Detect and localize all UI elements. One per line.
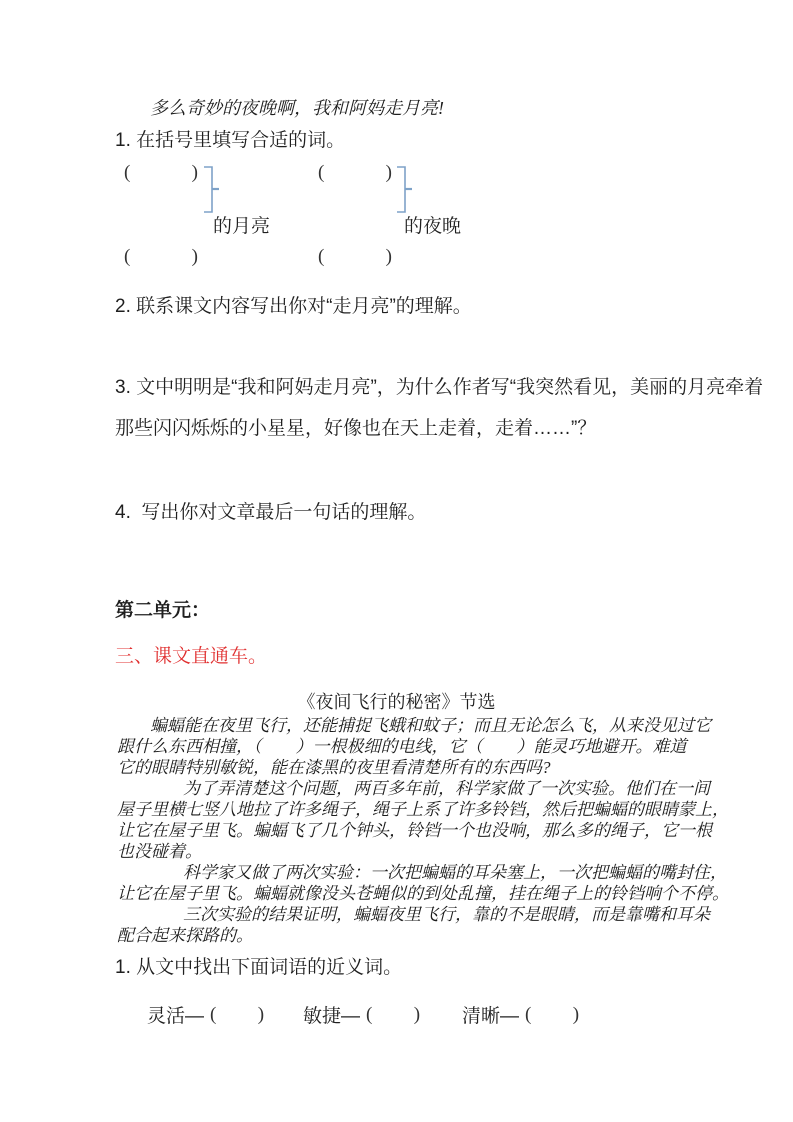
paren-open: (	[525, 1003, 532, 1025]
question-3-line2: 那些闪闪烁烁的小星星，好像也在天上走着，走着……”？	[115, 418, 597, 439]
passage-line: 配合起来探路的。	[117, 926, 253, 945]
question-2: 2. 联系课文内容写出你对“走月亮”的理解。	[115, 296, 472, 317]
passage-line: 它的眼睛特别敏锐，能在漆黑的夜里看清楚所有的东西吗?	[117, 758, 551, 777]
paren-close: )	[385, 246, 392, 267]
unit-heading: 第二单元：	[115, 600, 211, 621]
passage-line: 也没碰着。	[117, 842, 202, 861]
question-3-line1: 3. 文中明明是“我和阿妈走月亮”，为什么作者写“我突然看见，美丽的月亮牵着	[115, 377, 764, 398]
passage-line: 跟什么东西相撞，（ ）一根极细的电线，它（ ）能灵巧地避开。难道	[117, 737, 687, 756]
paren-open: (	[366, 1003, 373, 1025]
question-1: 1. 在括号里填写合适的词。	[115, 130, 346, 151]
passage-line: 屋子里横七竖八地拉了许多绳子，绳子上系了许多铃铛，然后把蝙蝠的眼睛蒙上，	[117, 800, 729, 819]
passage-line: 三次实验的结果证明，蝙蝠夜里飞行，靠的不是眼睛，而是靠嘴和耳朵	[183, 905, 710, 924]
paren-open: (	[318, 162, 325, 183]
question-4: 4. 写出你对文章最后一句话的理解。	[115, 502, 427, 523]
synonym-word: 敏捷—	[303, 1006, 361, 1027]
paren-open: (	[210, 1003, 217, 1025]
synonym-item	[147, 1001, 264, 1028]
synonym-word: 清晰—	[462, 1006, 520, 1027]
answer-brackets	[124, 246, 198, 268]
passage-line: 让它在屋子里飞。蝙蝠飞了几个钟头，铃铛一个也没响，那么多的绳子，它一根	[117, 821, 712, 840]
answer-brackets	[318, 246, 392, 268]
paren-close: )	[413, 1003, 421, 1025]
brace-icon	[197, 166, 221, 214]
paren-open: (	[124, 246, 131, 267]
paren-open: (	[318, 246, 325, 267]
synonym-word: 灵活—	[147, 1006, 205, 1027]
paren-close: )	[191, 246, 198, 267]
passage-body	[117, 715, 737, 946]
fill-label-night: 的夜晚	[404, 216, 462, 237]
passage-line: 为了弄清楚这个问题，两百多年前，科学家做了一次实验。他们在一间	[183, 779, 710, 798]
synonym-item	[462, 1001, 579, 1028]
answer-brackets	[366, 1004, 420, 1026]
section-heading: 三、课文直通车。	[115, 646, 268, 667]
passage-title: 《夜间飞行的秘密》节选	[297, 692, 496, 712]
paren-close: )	[257, 1003, 265, 1025]
fill-label-moon: 的月亮	[213, 216, 271, 237]
answer-brackets	[525, 1004, 579, 1026]
paren-close: )	[572, 1003, 580, 1025]
answer-brackets	[210, 1004, 264, 1026]
intro-line: 多么奇妙的夜晚啊，我和阿妈走月亮!	[150, 98, 444, 118]
passage-line: 蝙蝠能在夜里飞行，还能捕捉飞蛾和蚊子；而且无论怎么飞，从来没见过它	[150, 716, 711, 735]
synonym-item	[303, 1001, 420, 1028]
paren-open: (	[124, 162, 131, 183]
answer-brackets	[318, 162, 392, 184]
passage-line: 让它在屋子里飞。蝙蝠就像没头苍蝇似的到处乱撞，挂在绳子上的铃铛响个不停。	[117, 884, 729, 903]
paren-close: )	[385, 162, 392, 183]
answer-brackets	[124, 162, 198, 184]
passage-line: 科学家又做了两次实验：一次把蝙蝠的耳朵塞上，一次把蝙蝠的嘴封住，	[183, 863, 727, 882]
question-5: 1. 从文中找出下面词语的近义词。	[115, 957, 403, 978]
brace-icon	[390, 166, 414, 214]
paren-close: )	[191, 162, 198, 183]
